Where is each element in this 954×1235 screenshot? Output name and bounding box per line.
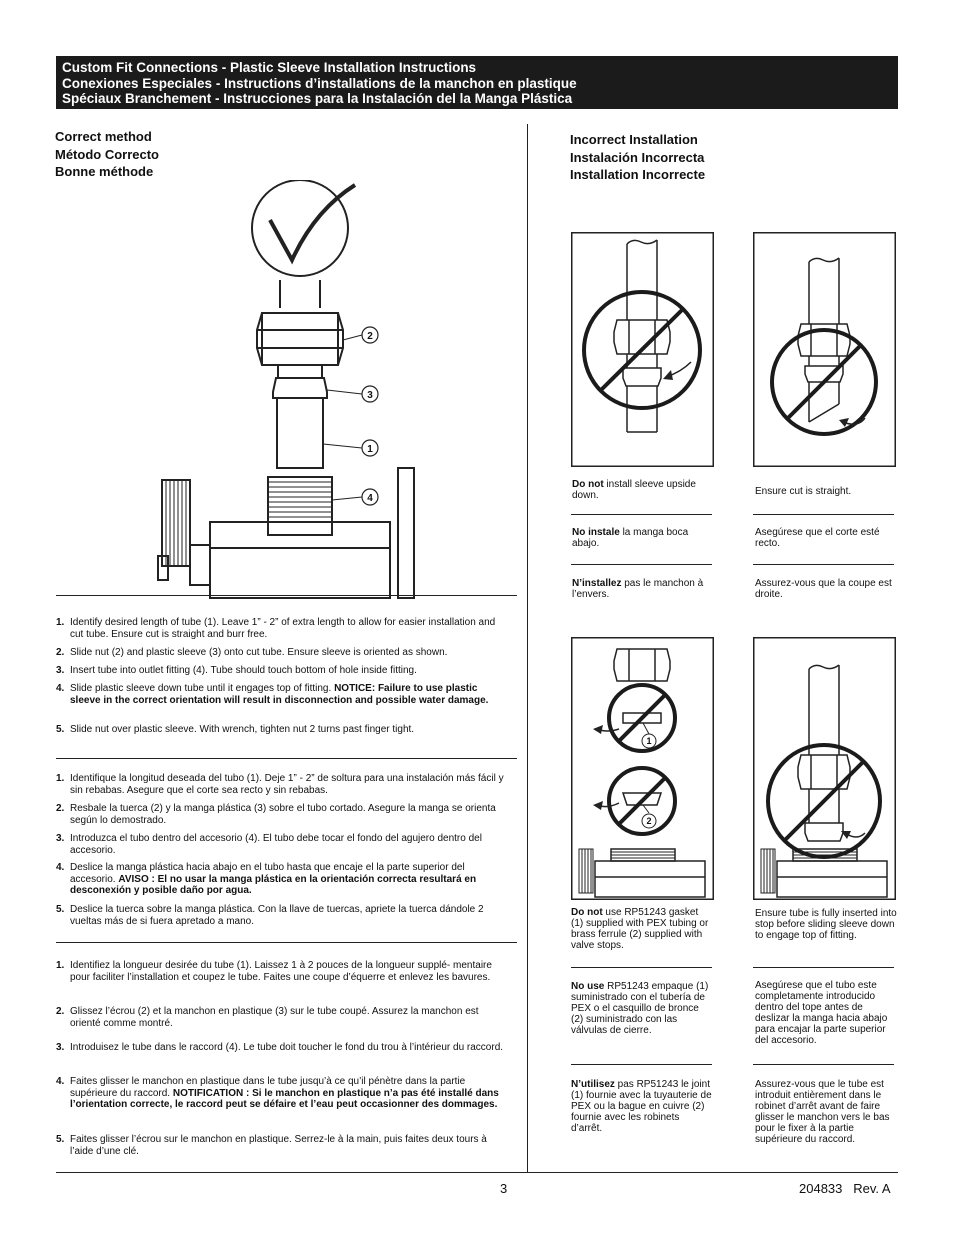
- step-fr-2: 2. Glissez l’écrou (2) et la manchon en plastique (3) sur le tube coupé. Assurez la manchon est orienté comme montré.: [56, 1006, 479, 1029]
- caption-gasket-fr: N’utilisez pas RP51243 le joint (1) fournie avec la tuyauterie de PEX ou la bague en cuivre (2) fournie avec les robinets d’arrêt.: [571, 1079, 712, 1134]
- step-es-4: 4. Deslice la manga plástica hacia abajo en el tubo hasta que encaje el la parte superior del accesorio. AVISO : El no usar la manga plástica en la orientación correcta resultará en desconexión y posible daño por agua.: [56, 862, 477, 896]
- step-en-2: 2. Slide nut (2) and plastic sleeve (3) onto cut tube. Ensure sleeve is oriented as shown.: [56, 647, 448, 658]
- caption-cut-fr: Assurez-vous que la coupe est droite.: [755, 578, 892, 600]
- caption-upside-fr: N’installez pas le manchon à l’envers.: [572, 578, 704, 600]
- divider: [571, 564, 712, 565]
- step-en-1: 1. Identify desired length of tube (1). Leave 1” - 2” of extra length to allow for easier installation and cut tube. Ensure cut is straight and burr free.: [56, 617, 496, 640]
- callout-1: 1: [367, 444, 373, 455]
- divider: [753, 564, 894, 565]
- caption-insert-fr: Assurez-vous que le tube est introduit entièrement dans le robinet d’arrêt avant de faire glisser le manchon vers le bas pour le fixer à la partie supérieure du raccord.: [755, 1079, 890, 1145]
- callout-3: 3: [367, 390, 373, 401]
- doc-id: 204833: [799, 1181, 843, 1196]
- fitting-part: [268, 477, 332, 535]
- banner-title-en: Custom Fit Connections - Plastic Sleeve Installation Instructions: [62, 60, 477, 75]
- divider: [753, 514, 894, 515]
- caption-insert-en: Ensure tube is fully inserted into stop before sliding sleeve down to engage top of fitting.: [755, 908, 897, 941]
- callout-gasket: 1: [646, 736, 652, 746]
- divider: [571, 514, 712, 515]
- incorrect-title-es: Instalación Incorrecta: [570, 149, 705, 165]
- check-circle-icon: [252, 180, 348, 276]
- incorrect-title-fr: Installation Incorrecte: [570, 167, 706, 182]
- step-es-3: 3. Introduzca el tubo dentro del accesorio (4). El tubo debe tocar el fondo del agujero dentro del accesorio.: [56, 833, 482, 856]
- caption-upside-es: No instale la manga boca abajo.: [572, 527, 689, 549]
- step-en-3: 3. Insert tube into outlet fitting (4). Tube should touch bottom of hole inside fitting.: [56, 665, 417, 676]
- divider: [571, 1064, 712, 1065]
- callout-4: 4: [367, 493, 373, 504]
- correct-method-heading: [55, 128, 159, 181]
- correct-title-en: Correct method: [55, 129, 152, 144]
- step-en-4: 4. Slide plastic sleeve down tube until it engages top of fitting. NOTICE: Failure to use plastic sleeve in the correct orientation will result in disconnection and possible water damage.: [56, 683, 489, 706]
- banner-title-fr: Spéciaux Branchement - Instrucciones para la Instalación del la Manga Plástica: [62, 91, 573, 106]
- divider-es-fr: [56, 942, 517, 943]
- correct-title-es: Método Correcto: [55, 146, 159, 162]
- nut-part: [257, 313, 343, 365]
- step-es-5: 5. Deslice la tuerca sobre la manga plástica. Con la llave de tuercas, apriete la tuerca dándole 2 vueltas más de si fuera apretado a mano.: [56, 904, 484, 927]
- step-en-5: 5. Slide nut over plastic sleeve. With wrench, tighten nut 2 turns past finger tight.: [56, 724, 415, 735]
- page-number: 3: [500, 1181, 508, 1196]
- correct-title-fr: Bonne méthode: [55, 164, 154, 179]
- title-banner: [56, 56, 898, 109]
- incorrect-installation-heading: [570, 131, 705, 184]
- column-divider: [527, 124, 528, 1172]
- divider-illustration: [56, 595, 517, 596]
- sleeve-part: [273, 378, 327, 398]
- incorrect-title-en: Incorrect Installation: [570, 132, 698, 147]
- step-fr-1: 1. Identifiez la longueur desirée du tube (1). Laissez 1 à 2 pouces de la longueur supplé- mentaire pour faciliter l’installation et coupez le tube. Faites une coupe d’équerre et enlevez les bavures.: [56, 960, 492, 983]
- banner-title-es: Conexiones Especiales - Instructions d’installations de la manchon en plastique: [62, 75, 577, 91]
- caption-gasket-en: Do not use RP51243 gasket (1) supplied with PEX tubing or brass ferrule (2) supplied with valve stops.: [571, 907, 709, 951]
- caption-gasket-es: No use RP51243 empaque (1) suministrado con el tubería de PEX o el casquillo de bronce (2) suministrado con las válvulas de cierre.: [571, 981, 709, 1036]
- divider-en-es: [56, 758, 517, 759]
- panel-fully-inserted: [753, 637, 896, 900]
- footer-rule: [56, 1172, 898, 1173]
- callout-2: 2: [367, 331, 373, 342]
- caption-cut-es: Asegúrese que el corte esté recto.: [755, 527, 880, 549]
- step-fr-3: 3. Introduisez le tube dans le raccord (4). Le tube doit toucher le fond du trou à l’intérieur du raccord.: [56, 1042, 504, 1053]
- caption-cut-en: Ensure cut is straight.: [755, 486, 852, 497]
- callout-ferrule: 2: [646, 816, 652, 826]
- divider: [753, 1064, 894, 1065]
- step-es-1: 1. Identifique la longitud deseada del tubo (1). Deje 1” - 2” de soltura para una instalación más fácil y sin rebabas. Asegure que el corte sea recto y sin rebabas.: [56, 773, 504, 796]
- step-fr-5: 5. Faites glisser l’écrou sur le manchon en plastique. Serrez-le à la main, puis faites deux tours à l’aide d’une clé.: [56, 1134, 487, 1157]
- document-number: [799, 1181, 891, 1196]
- caption-upside-en: Do not install sleeve upside down.: [572, 479, 696, 501]
- panel-cut-straight: [753, 232, 896, 467]
- divider: [571, 967, 712, 968]
- panel-upside-down-sleeve: [571, 232, 714, 467]
- tube-part: [277, 398, 323, 468]
- step-es-2: 2. Resbale la tuerca (2) y la manga plástica (3) sobre el tubo cortado. Asegure la manga se orienta según lo demostrado.: [56, 803, 496, 826]
- panel-gasket-ferrule: [571, 637, 714, 900]
- correct-method-illustration: [150, 180, 430, 600]
- step-fr-4: 4. Faites glisser le manchon en plastique dans le tube jusqu’à ce qu’il pénètre dans la partie supérieure du raccord. NOTIFICATION : Si le manchon en plastique n’a pas été installé dans l’orientation correcte, le raccord peut se défaire et l’eau peut occasionner des dommages.: [56, 1076, 499, 1110]
- caption-insert-es: Asegúrese que el tubo este completamente introducido dentro del tope antes de deslizar la manga hacia abajo para encajar la parte superior del accesorio.: [755, 980, 888, 1046]
- divider: [753, 967, 894, 968]
- revision: Rev. A: [853, 1181, 891, 1196]
